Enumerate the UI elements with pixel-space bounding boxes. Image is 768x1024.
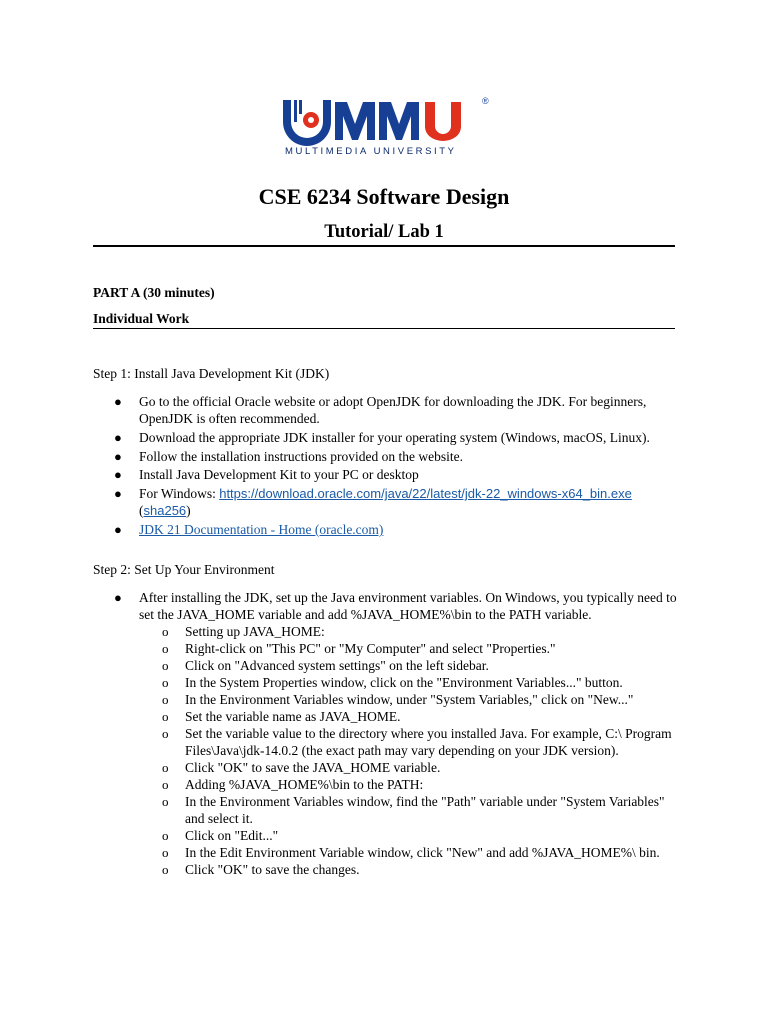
circle-bullet-icon: o [162,760,169,775]
mmu-logo-mark [281,96,493,146]
sublist-item: o In the Environment Variables window, find the "Path" variable under "System Variables" and select it. [162,794,665,826]
sublist-item: o Adding %JAVA_HOME%\bin to the PATH: [162,777,424,792]
title-divider [93,245,675,247]
circle-bullet-icon: o [162,794,169,809]
windows-label: For Windows: [139,486,220,501]
step2-sublist [139,623,678,878]
sublist-item: o Click "OK" to save the JAVA_HOME variable. [162,760,441,775]
circle-bullet-icon: o [162,641,169,656]
sha256-link[interactable]: sha256 [143,503,187,518]
document-title: CSE 6234 Software Design [258,184,510,209]
windows-download-item: ● For Windows: https://download.oracle.com/java/22/latest/jdk-22_windows-x64_bin.exe (sha256) [114,486,632,518]
sublist-item: o In the System Properties window, click on the "Environment Variables..." button. [162,675,623,690]
list-item: ● Install Java Development Kit to your PC or desktop [114,467,419,482]
step2-heading: Step 2: Set Up Your Environment [93,562,275,577]
sublist-item: o Setting up JAVA_HOME: [162,624,325,639]
bullet-icon: ● [114,430,122,445]
docs-item [0,521,768,538]
circle-bullet-icon: o [162,862,169,877]
sublist-item: o In the Environment Variables window, under "System Variables," click on "New..." [162,692,634,707]
list-item: ● Follow the installation instructions provided on the website. [114,449,463,464]
circle-bullet-icon: o [162,658,169,673]
sublist-item: o Click "OK" to save the changes. [162,862,360,877]
step2-intro: After installing the JDK, set up the Java environment variables. On Windows, you typically need to set the JAVA_HOME variable and add %JAVA_HOME%\bin to the PATH variable. [139,590,677,622]
sublist-item: o Click on "Edit..." [162,828,279,843]
circle-bullet-icon: o [162,624,169,639]
bullet-icon: ● [114,449,122,464]
circle-bullet-icon: o [162,692,169,707]
jdk-docs-link[interactable]: JDK 21 Documentation - Home (oracle.com) [139,522,384,537]
bullet-icon: ● [114,590,122,605]
list-item: ● Go to the official Oracle website or adopt OpenJDK for downloading the JDK. For beginners, OpenJDK is often recommended. [114,394,647,426]
bullet-icon: ● [114,486,122,501]
circle-bullet-icon: o [162,709,169,724]
section-divider [93,328,675,329]
circle-bullet-icon: o [162,675,169,690]
circle-bullet-icon: o [162,845,169,860]
step1-heading: Step 1: Install Java Development Kit (JDK) [93,366,330,381]
circle-bullet-icon: o [162,777,169,792]
bullet-icon: ● [114,394,122,409]
sublist-item: o Set the variable name as JAVA_HOME. [162,709,401,724]
jdk-windows-download-link[interactable]: https://download.oracle.com/java/22/latest/jdk-22_windows-x64_bin.exe [219,486,632,501]
sublist-item: o Set the variable value to the directory where you installed Java. For example, C:\ Program Files\Java\jdk-14.0.2 (the exact path may vary depending on your JDK version). [162,726,672,758]
step1-list [0,393,768,538]
list-item: ● Download the appropriate JDK installer for your operating system (Windows, macOS, Linux). [114,430,650,445]
logo-tagline: MULTIMEDIA UNIVERSITY [285,146,457,157]
bullet-icon: ● [114,522,122,537]
document-subtitle: Tutorial/ Lab 1 [324,222,444,242]
sublist-item: o In the Edit Environment Variable window, click "New" and add %JAVA_HOME%\ bin. [162,845,660,860]
sublist-item: o Click on "Advanced system settings" on the left sidebar. [162,658,489,673]
bullet-icon: ● [114,467,122,482]
list-item [0,589,768,878]
circle-bullet-icon: o [162,726,169,741]
registered-mark: ® [482,96,489,106]
circle-bullet-icon: o [162,828,169,843]
part-subheading: Individual Work [93,311,190,326]
part-heading: PART A (30 minutes) [93,285,215,300]
sublist-item: o Right-click on "This PC" or "My Computer" and select "Properties." [162,641,556,656]
step2-list [0,589,768,878]
